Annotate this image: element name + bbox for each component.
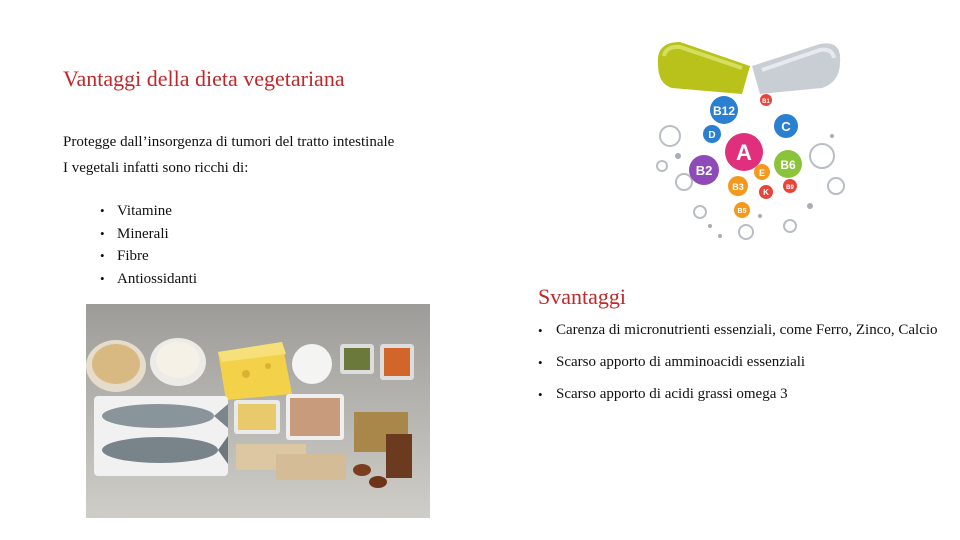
intro-line-1: Protegge dall’insorgenza di tumori del tratto intestinale bbox=[63, 134, 395, 150]
intro-line-2: I vegetali infatti sono ricchi di: bbox=[63, 160, 249, 176]
disadvantage-item: • Scarso apporto di acidi grassi omega 3 bbox=[538, 385, 938, 404]
nutrient-item: • Antiossidanti bbox=[100, 268, 197, 291]
section-title-advantages: Vantaggi della dieta vegetariana bbox=[63, 66, 345, 91]
fish bbox=[102, 404, 214, 428]
svg-text:B9: B9 bbox=[786, 185, 794, 191]
nutrient-item: • Minerali bbox=[100, 223, 197, 246]
svg-text:B12: B12 bbox=[712, 104, 736, 118]
chocolate bbox=[386, 434, 412, 478]
svg-text:B1: B1 bbox=[762, 99, 770, 105]
food-illustration bbox=[86, 304, 430, 518]
disadvantage-item: • Carenza di micronutrienti essenziali, come Ferro, Zinco, Calcio bbox=[538, 321, 938, 340]
yogurt bbox=[292, 344, 332, 384]
svg-text:C: C bbox=[781, 119, 791, 134]
vitamins-image bbox=[650, 36, 848, 244]
disadvantages-list bbox=[538, 321, 938, 417]
svg-text:B2: B2 bbox=[695, 163, 713, 178]
nutrient-item: • Fibre bbox=[100, 245, 197, 268]
food-photo bbox=[86, 304, 430, 518]
section-title-disadvantages: Svantaggi bbox=[538, 284, 626, 309]
nutrient-list bbox=[100, 200, 197, 290]
svg-text:D: D bbox=[708, 130, 716, 141]
svg-text:B6: B6 bbox=[780, 158, 796, 172]
dates bbox=[353, 464, 371, 476]
svg-text:E: E bbox=[758, 168, 766, 178]
intro-text bbox=[63, 129, 394, 181]
vitamins-illustration bbox=[650, 36, 848, 244]
nutrient-item: • Vitamine bbox=[100, 200, 197, 223]
disadvantage-item: • Scarso apporto di amminoacidi essenziali bbox=[538, 353, 938, 372]
svg-text:K: K bbox=[763, 188, 769, 197]
svg-text:A: A bbox=[736, 140, 752, 165]
svg-text:B3: B3 bbox=[732, 182, 744, 192]
svg-text:B5: B5 bbox=[737, 208, 747, 215]
